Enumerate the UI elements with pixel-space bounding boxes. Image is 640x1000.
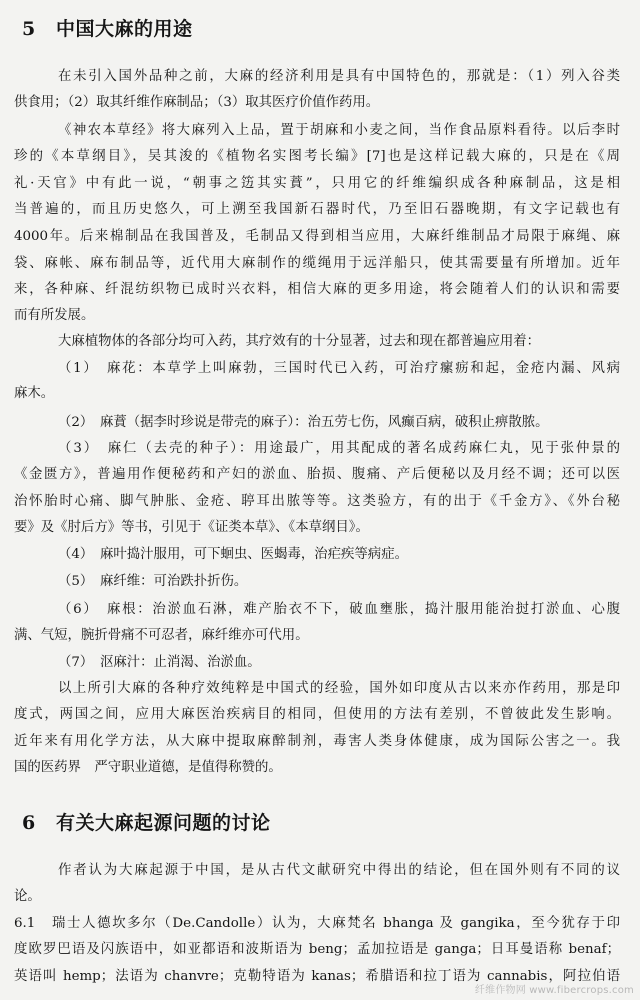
item-3-line-2: 《金匮方》，普遍用作便秘药和产妇的淤血、胎损、腹痛、产后便秘以及月经不调；还可以医 — [14, 467, 620, 482]
para4-line-4: 国的医药界 严守职业道德，是值得称赞的。 — [14, 760, 282, 775]
item-3-line-4: 要》及《肘后方》等书，引见于《证类本草》、《本草纲目》。 — [14, 520, 369, 535]
para4-line-2: 度式，两国之间，应用大麻医治疾病目的相同，但使用的方法有差别，不曾彼此发生影响。 — [14, 707, 620, 722]
section-6-number: 6 — [22, 812, 36, 834]
para2-line-6: 袋、麻帐、麻布制品等，近代用大麻制作的缆绳用于远洋船只，使其需要量有所增加。近年 — [14, 256, 620, 271]
para4-line-1: 以上所引大麻的各种疗效纯粹是中国式的经验，国外如印度从古以来亦作药用，那是印 — [58, 681, 620, 696]
para2-line-5: 4000年。后来棉制品在我国普及，毛制品又得到相当应用，大麻纤维制品才局限于麻绳、麻 — [14, 229, 620, 244]
item-6-line-1: （6） 麻根：治淤血石淋，难产胎衣不下，破血壅胀，捣汁服用能治挝打淤血、心腹 — [58, 602, 620, 617]
item-7-line-1: （7） 沤麻汁：止消渴、治淤血。 — [58, 655, 261, 670]
para2-line-2: 珍的《本草纲目》，吴其浚的《植物名实图考长编》[7]也是这样记载大麻的，只是在《周 — [14, 149, 620, 164]
section-6-heading — [22, 808, 271, 835]
item-6-line-2: 满、气短，腕折骨痛不可忍者，麻纤维亦可代用。 — [14, 628, 309, 643]
para5-line-1: 作者认为大麻起源于中国，是从古代文献研究中得出的结论，但在国外则有不同的议 — [58, 863, 620, 878]
para6-line-3: 英语叫 hemp；法语为 chanvre；克勒特语为 kanas；希腊语和拉丁语为 cannabis，阿拉伯语 — [14, 969, 620, 984]
item-4-line-1: （4） 麻叶捣汁服用，可下蛔虫、医蝎毒，治疟疾等病症。 — [58, 547, 408, 562]
para2-line-1: 《神农本草经》将大麻列入上品，置于胡麻和小麦之间，当作食品原料看待。以后李时 — [58, 123, 620, 138]
item-1-line-1: （1） 麻花：本草学上叫麻勃，三国时代已入药，可治疗瘰疬和起，金疮内漏、风病 — [58, 361, 620, 376]
item-1-line-2: 麻木。 — [14, 386, 55, 401]
para1-line-2: 供食用；（2）取其纤维作麻制品；（3）取其医疗价值作药用。 — [14, 95, 380, 110]
section-6-title: 有关大麻起源问题的讨论 — [56, 812, 271, 834]
para3-line-1: 大麻植物体的各部分均可入药，其疗效有的十分显著，过去和现在都普遍应用着： — [58, 334, 541, 349]
item-5-line-1: （5） 麻纤维：可治跌扑折伤。 — [58, 574, 248, 589]
para2-line-8: 而有所发展。 — [14, 308, 95, 323]
section-5-heading — [22, 14, 193, 41]
para2-line-3: 礼·天官》中有此一说，“朝事之笾其实蕡”，只用它的纤维编织成各种麻制品，这是相 — [14, 176, 620, 191]
item-3-line-3: 治怀胎时心痛、脚气肿胀、金疮、聤耳出脓等等。这类验方，有的出于《千金方》、《外台秘 — [14, 494, 620, 509]
para4-line-3: 近年来有用化学方法，从大麻中提取麻醉制剂，毒害人类身体健康，成为国际公害之一。我 — [14, 734, 620, 749]
section-5-number: 5 — [22, 18, 36, 40]
section-5-title: 中国大麻的用途 — [56, 18, 193, 40]
site-watermark: 纤维作物网 www.fibercrops.com — [474, 985, 634, 996]
item-2-line-1: （2） 麻蕡（据李时珍说是带壳的麻子）：治五劳七伤，风癫百病，破积止痹散脓。 — [58, 415, 549, 430]
para5-line-2: 论。 — [14, 889, 41, 904]
para2-line-4: 当普遍的，而且历史悠久，可上溯至我国新石器时代，乃至旧石器晚期，有文字记载也有 — [14, 202, 620, 217]
para6-line-2: 度欧罗巴语及闪族语中，如亚都语和波斯语为 beng；孟加拉语是 ganga；日耳曼语称 benaf； — [14, 942, 620, 957]
para1-line-1: 在未引入国外品种之前，大麻的经济利用是具有中国特色的，那就是：（1）列入谷类 — [58, 69, 620, 84]
para2-line-7: 来，各种麻、纤混纺织物已成时兴衣料，相信大麻的更多用途，将会随着人们的认识和需要 — [14, 282, 620, 297]
para6-line-1: 6.1 瑞士人德坎多尔（De.Candolle）认为，大麻梵名 bhanga 及 gangika，至今犹存于印 — [14, 916, 620, 931]
item-3-line-1: （3） 麻仁（去壳的种子）：用途最广，用其配成的著名成药麻仁丸，见于张仲景的 — [58, 441, 620, 456]
